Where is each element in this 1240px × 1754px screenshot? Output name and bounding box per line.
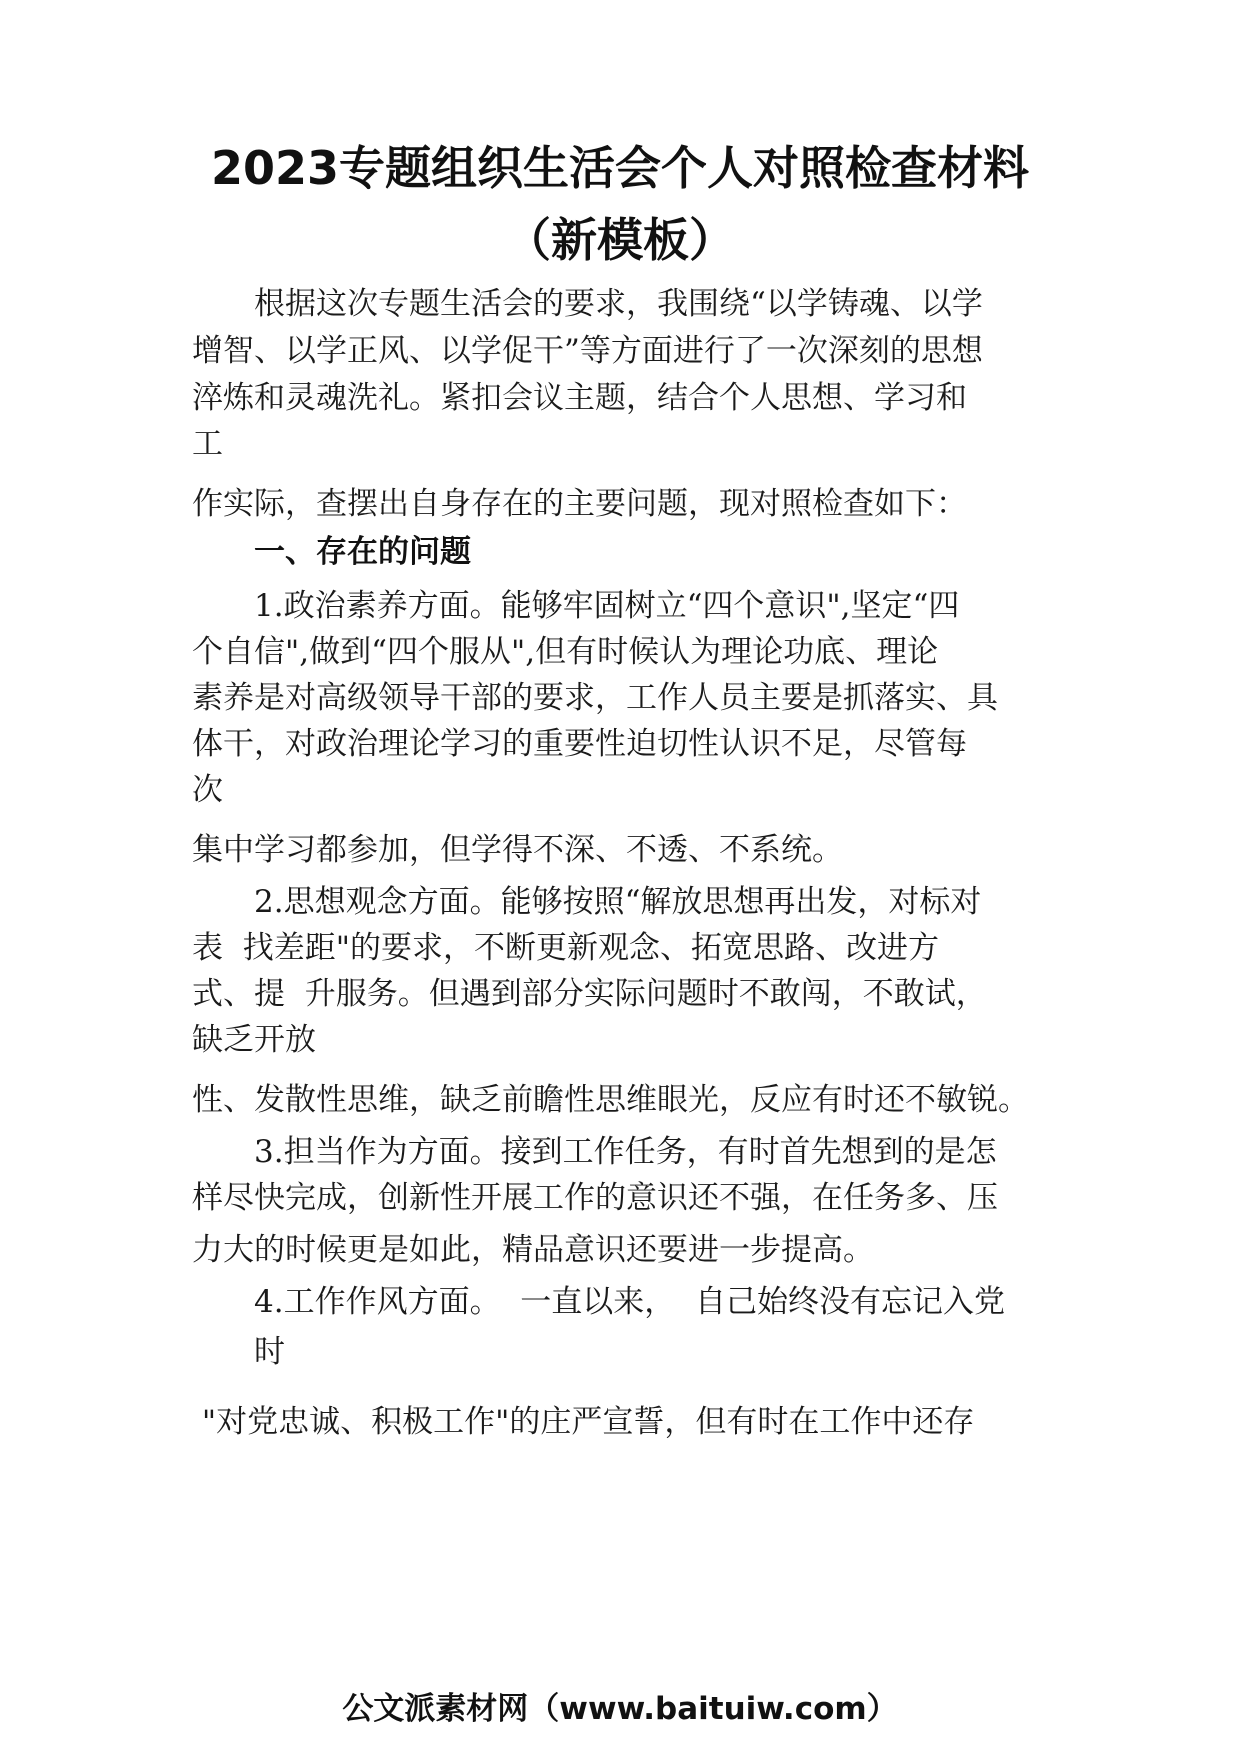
item-2-line-2: 表 找差距"的要求，不断更新观念、拓宽思路、改进方: [192, 930, 939, 966]
intro-line-1: 根据这次专题生活会的要求，我围绕“以学铸魂、以学: [254, 286, 983, 322]
item-1-line-1: 1.政治素养方面。能够牢固树立“四个意识",坚定“四: [254, 588, 960, 624]
item-4-line-1: 4.工作作风方面。 一直以来， 自己始终没有忘记入党: [254, 1284, 1005, 1320]
item-2-line-1: 2.思想观念方面。能够按照“解放思想再出发，对标对: [254, 884, 982, 920]
intro-line-3: 淬炼和灵魂洗礼。紧扣会议主题，结合个人思想、学习和: [192, 380, 967, 416]
item-3-line-3: 力大的时候更是如此，精品意识还要进一步提高。: [192, 1232, 874, 1268]
intro-line-2: 增智、以学正风、以学促干”等方面进行了一次深刻的思想: [192, 333, 983, 369]
section-heading: 一、存在的问题: [254, 534, 471, 570]
item-1-line-4: 体干，对政治理论学习的重要性迫切性认识不足，尽管每: [192, 726, 967, 762]
item-2-line-3: 式、提 升服务。但遇到部分实际问题时不敢闯，不敢试，: [192, 976, 987, 1012]
item-2-continuation: 性、发散性思维，缺乏前瞻性思维眼光，反应有时还不敏锐。: [192, 1082, 1029, 1118]
item-2-line-4: 缺乏开放: [192, 1022, 316, 1058]
item-3-line-2: 样尽快完成，创新性开展工作的意识还不强，在任务多、压: [192, 1180, 998, 1216]
item-1-continuation: 集中学习都参加，但学得不深、不透、不系统。: [192, 832, 843, 868]
document-title-line-2: （新模板）: [505, 213, 735, 267]
item-1-line-5: 次: [192, 772, 223, 808]
item-1-line-2: 个自信",做到“四个服从",但有时候认为理论功底、理论: [192, 634, 939, 670]
footer-watermark-text: 公文派素材网（www.baituiw.com）: [342, 1691, 898, 1727]
item-4-line-2: 时: [254, 1334, 285, 1370]
intro-line-4: 工: [192, 426, 223, 462]
item-1-line-3: 素养是对高级领导干部的要求，工作人员主要是抓落实、具: [192, 680, 998, 716]
item-4-continuation: "对党忠诚、积极工作"的庄严宣誓，但有时在工作中还存: [192, 1404, 975, 1440]
document-title-line-1: 2023专题组织生活会个人对照检查材料: [210, 141, 1030, 195]
item-3-line-1: 3.担当作为方面。接到工作任务，有时首先想到的是怎: [254, 1134, 997, 1170]
intro-continuation: 作实际，查摆出自身存在的主要问题，现对照检查如下：: [192, 486, 967, 522]
